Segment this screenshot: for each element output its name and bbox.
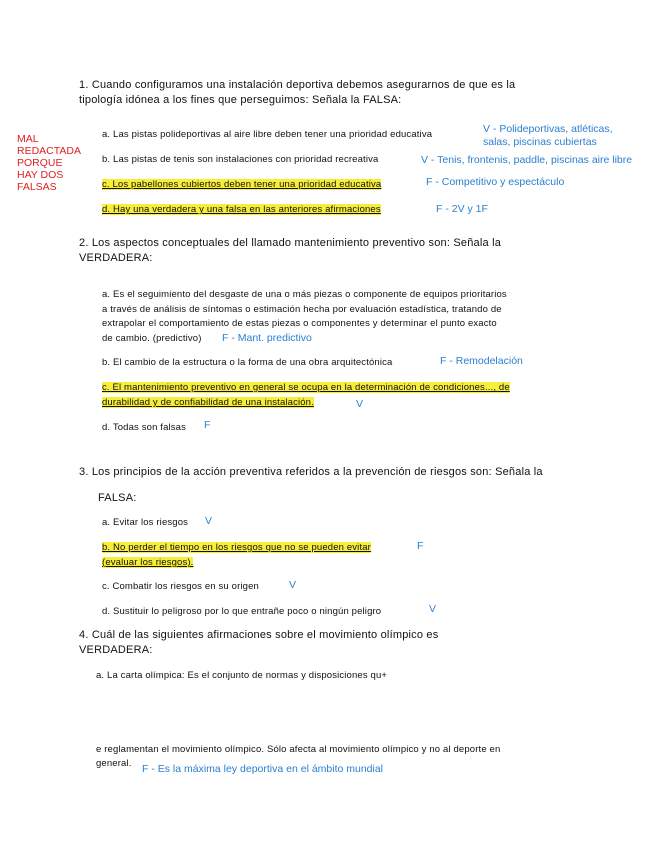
side-note-line: MAL [17,133,39,145]
side-note-line: PORQUE [17,157,63,169]
side-note-line: FALSAS [17,181,57,193]
q4-option-a: general. [96,758,132,769]
q3-option-d-note: V [429,603,437,615]
q1-line2: tipología idónea a los fines que perseguimos: Señala la FALSA: [79,94,402,106]
q1-option-b-note: V - Tenis, frontenis, paddle, piscinas aire libre [421,154,633,166]
q3-option-c: c. Combatir los riesgos en su origen [102,581,259,592]
q2-option-a: de cambio. (predictivo) [102,333,202,344]
q3-line2: FALSA: [98,492,137,504]
q2-option-a: a. Es el seguimiento del desgaste de una o más piezas o componente de equipos prioritarios [102,289,507,300]
q2-option-b: b. El cambio de la estructura o la forma de una obra arquitectónica [102,357,393,368]
side-note-line: HAY DOS [17,169,64,181]
side-note [17,133,87,193]
q1-option-d-note: F - 2V y 1F [436,203,488,215]
q3-option-b: b. No perder el tiempo en los riesgos que no se pueden evitar [102,542,371,553]
q3-option-a: a. Evitar los riesgos [102,517,189,528]
q1-option-a-note: V - Polideportivas, atléticas, [483,123,613,135]
q3-option-a-note: V [205,515,213,527]
q1-option-b: b. Las pistas de tenis son instalaciones con prioridad recreativa [102,154,379,165]
q2-option-c-note: V [356,398,364,410]
q2-line2: VERDADERA: [79,252,153,264]
q3-option-b: (evaluar los riesgos). [102,557,194,568]
q2-option-a: a través de análisis de síntomas o estimación hecha por evaluación estadística, tratando de [102,304,502,315]
q1-option-c-note: F - Competitivo y espectáculo [426,176,565,188]
q1-option-a: a. Las pistas polideportivas al aire libre deben tener una prioridad educativa [102,129,433,140]
q1-option-d: d. Hay una verdadera y una falsa en las anteriores afirmaciones [102,204,381,215]
q2-option-b-note: F - Remodelación [440,355,523,367]
q1-option-a-note: salas, piscinas cubiertas [483,136,597,148]
q4-option-a: e reglamentan el movimiento olímpico. Sólo afecta al movimiento olímpico y no al deporte en [96,744,501,755]
q2-line1: 2. Los aspectos conceptuales del llamado mantenimiento preventivo son: Señala la [79,237,502,249]
side-note-line: REDACTADA [17,145,81,157]
q4-option-a-note: F - Es la máxima ley deportiva en el ámbito mundial [142,763,384,775]
q3-option-c-note: V [289,579,297,591]
q2-option-d: d. Todas son falsas [102,422,187,433]
q2-option-a-note: F - Mant. predictivo [222,332,312,344]
q2-option-c: c. El mantenimiento preventivo en general se ocupa en la determinación de condiciones..., de [102,382,510,393]
q4-line2: VERDADERA: [79,644,153,656]
q1-line1: 1. Cuando configuramos una instalación deportiva debemos asegurarnos de que es la [79,79,516,91]
q3-option-d: d. Sustituir lo peligroso por lo que entrañe poco o ningún peligro [102,606,382,617]
q3-line1: 3. Los principios de la acción preventiva referidos a la prevención de riesgos son: Señala la [79,466,543,478]
q4-option-a: a. La carta olímpica: Es el conjunto de normas y disposiciones qu+ [96,670,388,681]
q2-option-c: durabilidad y de confiabilidad de una instalación. [102,397,314,408]
q1-option-c: c. Los pabellones cubiertos deben tener una prioridad educativa [102,179,382,190]
q2-option-a: extrapolar el comportamiento de estas piezas o componentes y determinar el punto exacto [102,318,497,329]
q4-line1: 4. Cuál de las siguientes afirmaciones sobre el movimiento olímpico es [79,629,439,641]
q2-option-d-note: F [204,419,211,431]
q3-option-b-note: F [417,540,424,552]
